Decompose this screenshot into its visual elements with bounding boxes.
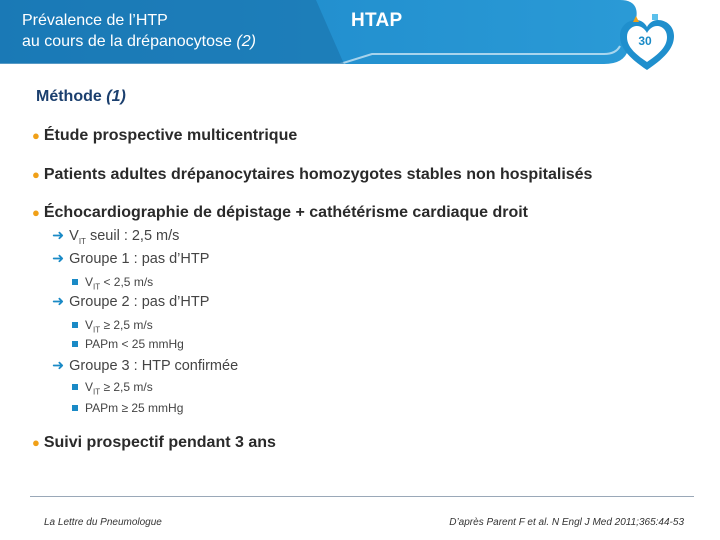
sub-group-3 <box>52 358 238 374</box>
g2a-sub: IT <box>93 325 101 335</box>
g1a-text: < 2,5 m/s <box>100 275 154 289</box>
bullet-2-text: Patients adultes drépanocytaires homozygotes stables non hospitalisés <box>43 166 593 183</box>
g1a-v: V <box>85 275 94 289</box>
g3a-sub: IT <box>93 387 101 397</box>
sub-group-2 <box>52 294 209 310</box>
badge-number: 30 <box>638 34 652 48</box>
bullet-1 <box>32 127 297 145</box>
arrow-right-icon: ➜ <box>52 358 65 374</box>
square-bullet-icon <box>72 405 78 411</box>
sub-threshold-sub: IT <box>78 236 86 246</box>
title-line-2-main: au cours de la drépanocytose <box>22 33 232 50</box>
bullet-4 <box>32 434 276 452</box>
g2b-text: PAPm < 25 mmHg <box>85 337 184 351</box>
group-3-item-a <box>72 380 153 396</box>
section-label: HTAP <box>351 10 403 31</box>
sub-threshold <box>52 228 179 246</box>
square-bullet-icon <box>72 341 78 347</box>
g3a-text: ≥ 2,5 m/s <box>100 380 153 394</box>
square-bullet-icon <box>72 384 78 390</box>
g3b-text: PAPm ≥ 25 mmHg <box>85 401 184 415</box>
title-line-2-ref: (2) <box>236 33 256 50</box>
sub-group-2-text: Groupe 2 : pas d’HTP <box>69 294 210 310</box>
footer-divider <box>30 496 694 497</box>
footer-reference: D’après Parent F et al. N Engl J Med 2011;365:44-53 <box>449 517 684 528</box>
arrow-right-icon: ➜ <box>52 228 65 244</box>
title-line-2 <box>22 31 256 52</box>
group-3-item-b <box>72 401 183 415</box>
bullet-4-text: Suivi prospectif pendant 3 ans <box>43 434 276 451</box>
group-2-item-a <box>72 318 153 334</box>
arrow-right-icon: ➜ <box>52 294 65 310</box>
bullet-1-text: Étude prospective multicentrique <box>43 127 298 144</box>
square-bullet-icon <box>72 279 78 285</box>
bullet-dot-icon: ● <box>32 128 40 143</box>
title-line-1: Prévalence de l’HTP <box>22 12 168 29</box>
g2a-v: V <box>85 318 94 332</box>
method-ref: (1) <box>106 88 126 105</box>
bullet-3 <box>32 204 528 222</box>
bullet-dot-icon: ● <box>32 205 40 220</box>
g3a-v: V <box>85 380 94 394</box>
bullet-3-text: Échocardiographie de dépistage + cathétérisme cardiaque droit <box>43 204 529 221</box>
bullet-2 <box>32 166 592 184</box>
arrow-right-icon: ➜ <box>52 251 65 267</box>
sub-group-1-text: Groupe 1 : pas d’HTP <box>69 251 210 267</box>
bullet-dot-icon: ● <box>32 435 40 450</box>
sub-threshold-text: seuil : 2,5 m/s <box>85 228 180 244</box>
square-bullet-icon <box>72 322 78 328</box>
sub-group-3-text: Groupe 3 : HTP confirmée <box>69 358 239 374</box>
slide-title <box>22 10 256 52</box>
sub-threshold-v: V <box>69 228 79 244</box>
g2a-text: ≥ 2,5 m/s <box>100 318 153 332</box>
method-label: Méthode <box>36 88 102 105</box>
group-1-item-a <box>72 275 153 291</box>
bullet-dot-icon: ● <box>32 167 40 182</box>
group-2-item-b <box>72 337 184 351</box>
sub-group-1 <box>52 251 209 267</box>
footer-journal: La Lettre du Pneumologue <box>44 517 162 528</box>
g1a-sub: IT <box>93 282 101 292</box>
method-heading <box>36 88 126 106</box>
